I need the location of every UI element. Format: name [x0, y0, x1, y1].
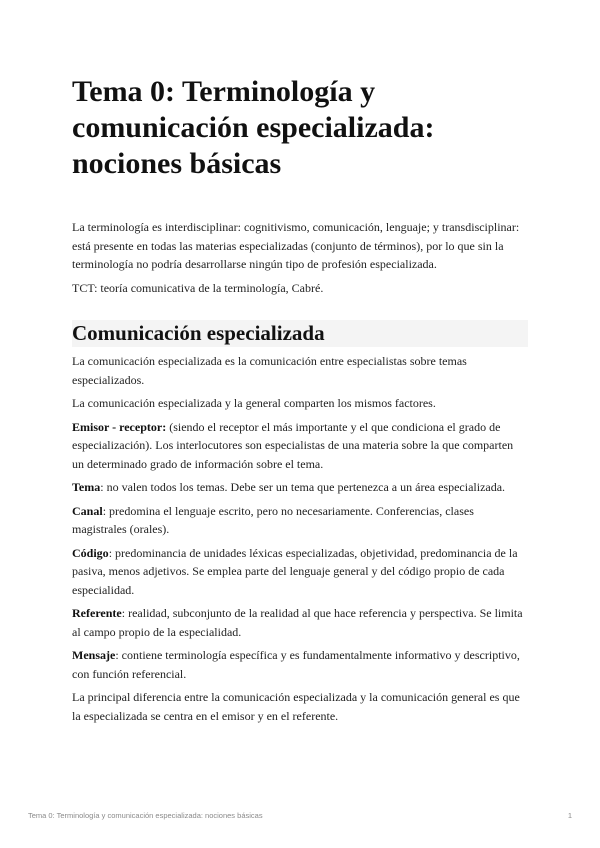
document-title: Tema 0: Terminología y comunicación especializada: nociones básicas [72, 75, 435, 180]
section-heading: Comunicación especializada [72, 320, 528, 347]
factor-description: : realidad, subconjunto de la realidad al que hace referencia y perspectiva. Se limita al campo propio de la especialidad. [72, 606, 523, 639]
intro-paragraph: La terminología es interdisciplinar: cognitivismo, comunicación, lenguaje; y transdisciplinar: está presente en todas las materias especializadas (conjunto de términos), por lo que sin la terminología no podría desarrollarse ningún tipo de profesión especializada. [72, 220, 520, 271]
intro-section [72, 218, 528, 302]
factor-paragraph-mensaje [72, 646, 528, 683]
factor-paragraph-referente [72, 604, 528, 641]
intro-paragraph: TCT: teoría comunicativa de la terminología, Cabré. [72, 280, 324, 295]
conclusion-paragraph: La principal diferencia entre la comunicación especializada y la comunicación general es que la especializada se centra en el emisor y en el referente. [72, 690, 520, 723]
page-number: 1 [567, 811, 572, 820]
factor-description: : predominancia de unidades léxicas especializadas, objetividad, predominancia de la pasiva, menos adjetivos. Se emplea parte del lenguaje general y del código propio de cada especialidad. [72, 545, 518, 597]
body-paragraph: La comunicación especializada es la comunicación entre especialistas sobre temas especializados. [72, 354, 467, 387]
section-body [72, 352, 528, 730]
page-footer [28, 811, 572, 820]
factor-term: Tema [72, 480, 101, 494]
factor-term: Emisor - receptor: [72, 419, 167, 434]
factor-description: : contiene terminología específica y es fundamentalmente informativo y descriptivo, con función referencial. [72, 648, 520, 681]
footer-title: Tema 0: Terminología y comunicación especializada: nociones básicas [28, 811, 263, 820]
factor-term: Código [72, 545, 109, 560]
factor-paragraph-emisor-receptor [72, 418, 528, 474]
factor-description: : no valen todos los temas. Debe ser un tema que pertenezca a un área especializada. [100, 480, 506, 494]
factor-term: Referente [72, 606, 122, 620]
factor-description: (siendo el receptor el más importante y el que condiciona el grado de especialización). Los interlocutores son especialistas de una materia sobre la que comparten un determinado grado de información sobre el tema. [72, 419, 514, 471]
factor-paragraph-canal [72, 502, 528, 539]
factor-description: : predomina el lenguaje escrito, pero no necesariamente. Conferencias, clases magistrales (orales). [72, 503, 474, 536]
factor-paragraph-tema [72, 478, 528, 497]
body-paragraph: La comunicación especializada y la general comparten los mismos factores. [72, 396, 436, 410]
factor-paragraph-codigo [72, 544, 528, 600]
factor-term: Mensaje [72, 648, 116, 662]
factor-term: Canal [72, 503, 103, 518]
